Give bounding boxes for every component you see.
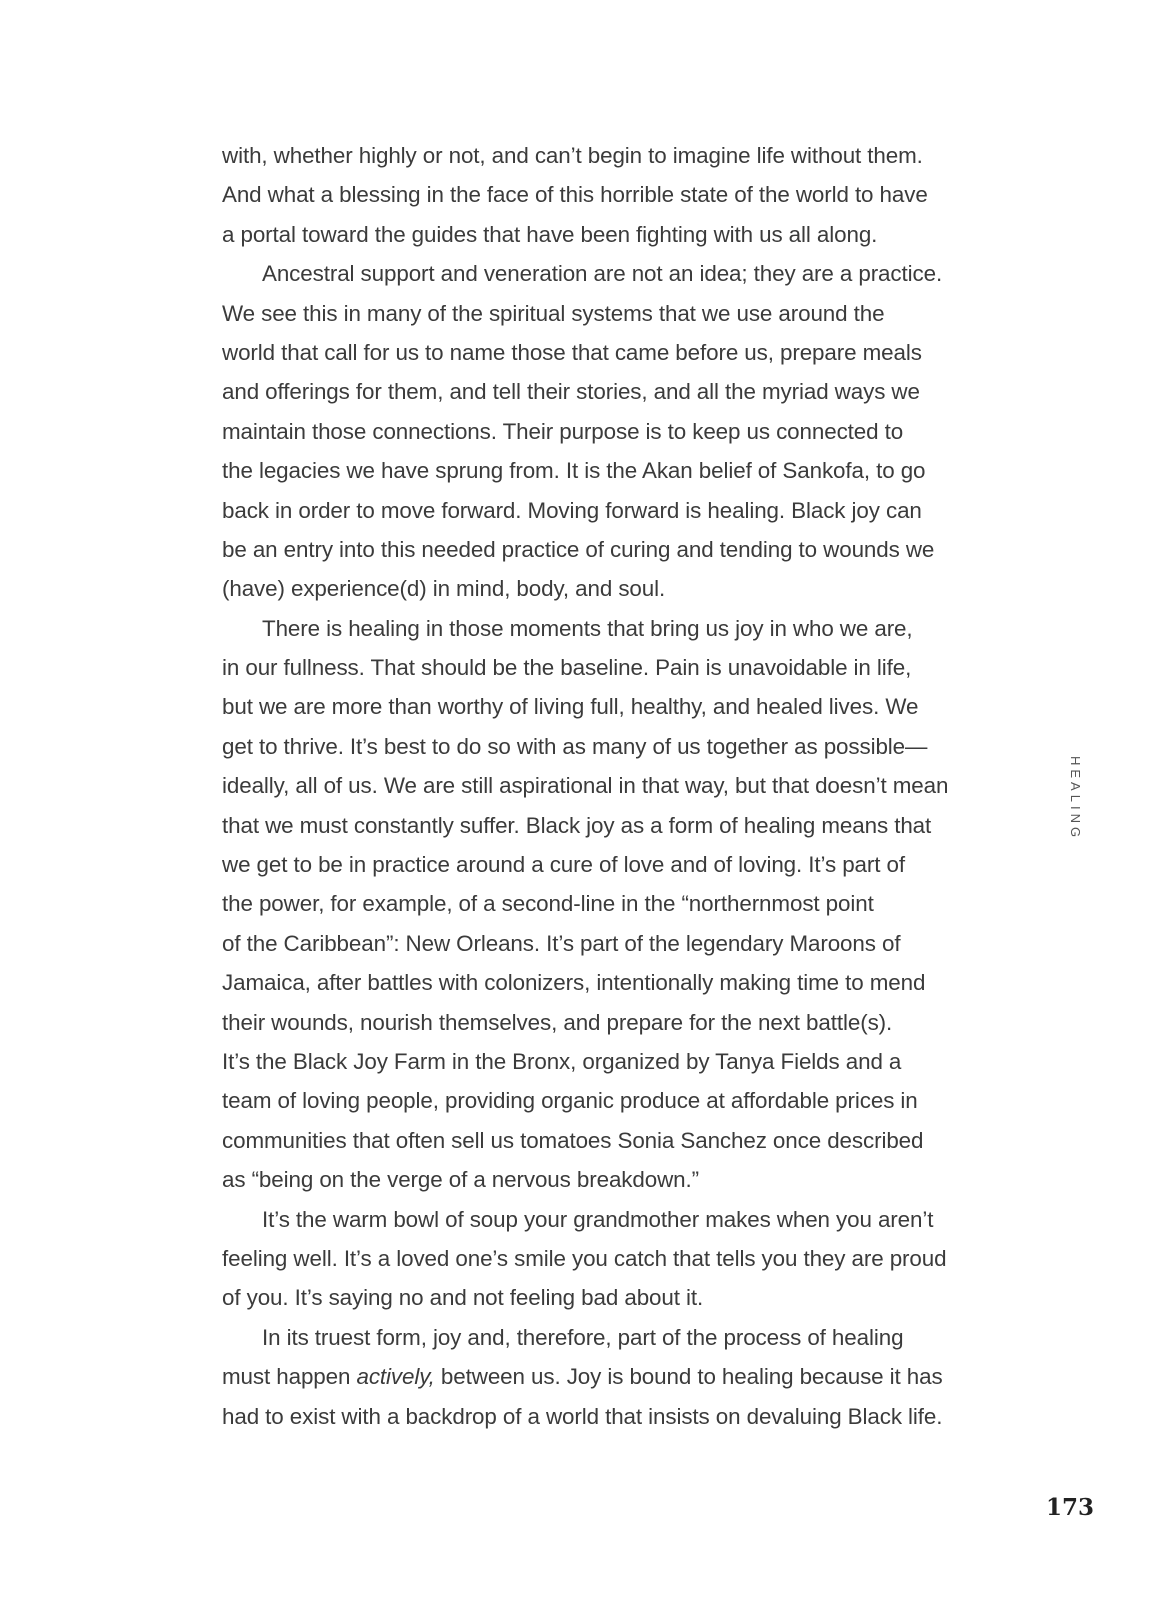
text-line: (have) experience(d) in mind, body, and soul. [222,576,666,602]
text-line: communities that often sell us tomatoes Sonia Sanchez once described [222,1127,924,1153]
text-line: It’s the Black Joy Farm in the Bronx, organized by Tanya Fields and a [222,1048,902,1074]
text-run: must happen [222,1364,357,1390]
paragraph-start-line: In its truest form, joy and, therefore, part of the process of healing [262,1324,904,1350]
text-line: but we are more than worthy of living full, healthy, and healed lives. We [222,694,919,720]
text-line: maintain those connections. Their purpose is to keep us connected to [222,418,904,444]
running-head: HEALING [1068,756,1083,842]
text-line: team of loving people, providing organic produce at affordable prices in [222,1088,918,1114]
paragraph-start-line: It’s the warm bowl of soup your grandmother makes when you aren’t [262,1206,934,1232]
text-line: the legacies we have sprung from. It is the Akan belief of Sankofa, to go [222,458,926,484]
text-line-with-emphasis [222,1357,992,1396]
text-line: with, whether highly or not, and can’t begin to imagine life without them. [222,143,923,168]
paragraph-start-line: Ancestral support and veneration are not an idea; they are a practice. [262,261,943,287]
text-line: world that call for us to name those that came before us, prepare meals [222,339,922,365]
text-line: their wounds, nourish themselves, and prepare for the next battle(s). [222,1009,893,1035]
text-line: back in order to move forward. Moving forward is healing. Black joy can [222,497,922,523]
text-line: we get to be in practice around a cure of love and of loving. It’s part of [222,852,905,878]
text-line: And what a blessing in the face of this horrible state of the world to have [222,182,928,208]
text-line: ideally, all of us. We are still aspirational in that way, but that doesn’t mean [222,773,949,799]
text-line: that we must constantly suffer. Black joy as a form of healing means that [222,812,932,838]
emphasis-text: actively, [356,1364,435,1390]
text-line: be an entry into this needed practice of curing and tending to wounds we [222,536,935,562]
text-line: feeling well. It’s a loved one’s smile you catch that tells you they are proud [222,1245,947,1271]
text-line: the power, for example, of a second-line in the “northernmost point [222,891,874,917]
text-line: We see this in many of the spiritual systems that we use around the [222,300,885,326]
text-line: and offerings for them, and tell their stories, and all the myriad ways we [222,379,920,405]
page-number: 173 [1046,1494,1095,1521]
text-line: had to exist with a backdrop of a world that insists on devaluing Black life. [222,1403,943,1429]
text-run: between us. Joy is bound to healing because it has [434,1364,943,1390]
text-line: a portal toward the guides that have been fighting with us all along. [222,221,878,247]
text-line: of you. It’s saying no and not feeling bad about it. [222,1285,704,1311]
text-line: as “being on the verge of a nervous breakdown.” [222,1167,699,1193]
paragraph-start-line: There is healing in those moments that bring us joy in who we are, [262,615,913,641]
text-line: Jamaica, after battles with colonizers, intentionally making time to mend [222,970,926,996]
text-line: in our fullness. That should be the baseline. Pain is unavoidable in life, [222,655,912,681]
body-text [222,136,992,1436]
text-line: of the Caribbean”: New Orleans. It’s part of the legendary Maroons of [222,930,901,956]
text-line: get to thrive. It’s best to do so with as many of us together as possible— [222,733,928,759]
